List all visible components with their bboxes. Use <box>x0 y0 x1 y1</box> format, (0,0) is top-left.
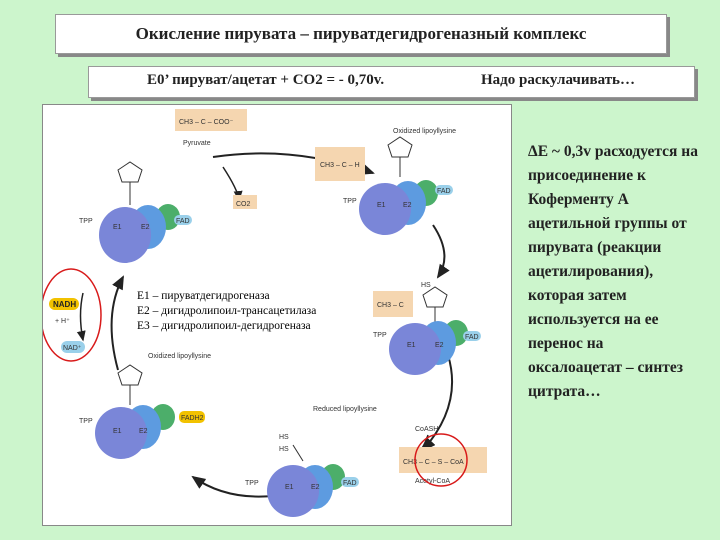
svg-text:FAD: FAD <box>343 480 357 487</box>
lipoyl-ring-icon <box>388 137 412 157</box>
lipoyl-ring-icon <box>118 365 142 385</box>
pyruvate-label: Pyruvate <box>183 140 211 147</box>
e1-subunit <box>267 465 319 517</box>
svg-text:E1: E1 <box>407 342 416 349</box>
equation-note: Надо раскулачивать… <box>481 72 635 88</box>
e1-subunit <box>359 183 411 235</box>
redox-equation: E0’ пируват/ацетат + CO2 = - 0,70v. <box>147 72 385 88</box>
svg-text:HS: HS <box>279 434 289 441</box>
oxidized-lipoyllysine-top: Oxidized lipoyllysine <box>393 128 457 135</box>
acetyl-coa-label: Acetyl-CoA <box>415 478 451 485</box>
svg-text:E2: E2 <box>141 224 150 231</box>
arrow-nad <box>81 293 84 340</box>
svg-text:E2: E2 <box>435 342 444 349</box>
svg-text:HS: HS <box>279 446 289 453</box>
svg-text:E1: E1 <box>285 484 294 491</box>
hs-label: HS <box>421 282 431 289</box>
tpp-label: TPP <box>79 218 93 225</box>
lipoyl-ring-icon <box>118 162 142 182</box>
legend-e1: E1 – пируватдегидрогеназа <box>137 290 270 302</box>
enzyme-legend <box>137 289 316 334</box>
pdh-cycle-diagram <box>42 104 512 526</box>
svg-text:FAD: FAD <box>437 188 451 195</box>
page-title: Окисление пирувата – пируватдегидрогеназный комплекс <box>55 14 667 54</box>
svg-text:CH3 – C – H: CH3 – C – H <box>320 162 360 169</box>
arrow-step5 <box>112 277 123 370</box>
svg-text:E2: E2 <box>403 202 412 209</box>
equation-box <box>88 66 695 98</box>
svg-text:FAD: FAD <box>465 334 479 341</box>
svg-text:TPP: TPP <box>245 480 259 487</box>
lipoyl-ring-icon <box>423 287 447 307</box>
nadh-label: NADH <box>53 300 77 309</box>
reduced-lipoyllysine: Reduced lipoyllysine <box>313 406 377 413</box>
nad-label: NAD⁺ <box>63 345 82 352</box>
svg-text:CH3 – C: CH3 – C <box>377 302 404 309</box>
h-plus-label: + H⁺ <box>55 318 70 325</box>
coash-label: CoASH <box>415 426 439 433</box>
svg-text:E1: E1 <box>113 224 122 231</box>
svg-text:E1: E1 <box>377 202 386 209</box>
co2-label: CO2 <box>236 201 251 208</box>
svg-text:TPP: TPP <box>373 332 387 339</box>
legend-e2: E2 – дигидролипоил-трансацетилаза <box>137 305 317 317</box>
svg-text:E2: E2 <box>311 484 320 491</box>
arrow-step2 <box>433 225 444 277</box>
explanation-text: ΔЕ ~ 0,3v расходуется на присоединение к Коферменту А ацетильной группы от пирувата (реакции ацетилирования), которая затем используется на ее перенос на оксалоацетат – синтез цитрата… <box>528 143 698 400</box>
svg-text:E1: E1 <box>113 428 122 435</box>
svg-text:FADH2: FADH2 <box>181 415 204 422</box>
svg-text:TPP: TPP <box>79 418 93 425</box>
svg-text:TPP: TPP <box>343 198 357 205</box>
pyruvate-formula: CH3 – C – COO⁻ <box>179 119 234 126</box>
legend-e3: E3 – дигидролипоил-дегидрогеназа <box>137 320 311 332</box>
e1-subunit <box>99 207 151 263</box>
svg-text:E2: E2 <box>139 428 148 435</box>
oxidized-lipoyllysine-bottom: Oxidized lipoyllysine <box>148 353 212 360</box>
acetyl-coa-formula: CH3 – C – S – CoA <box>403 459 464 466</box>
svg-text:FAD: FAD <box>176 218 190 225</box>
e1-subunit <box>389 323 441 375</box>
